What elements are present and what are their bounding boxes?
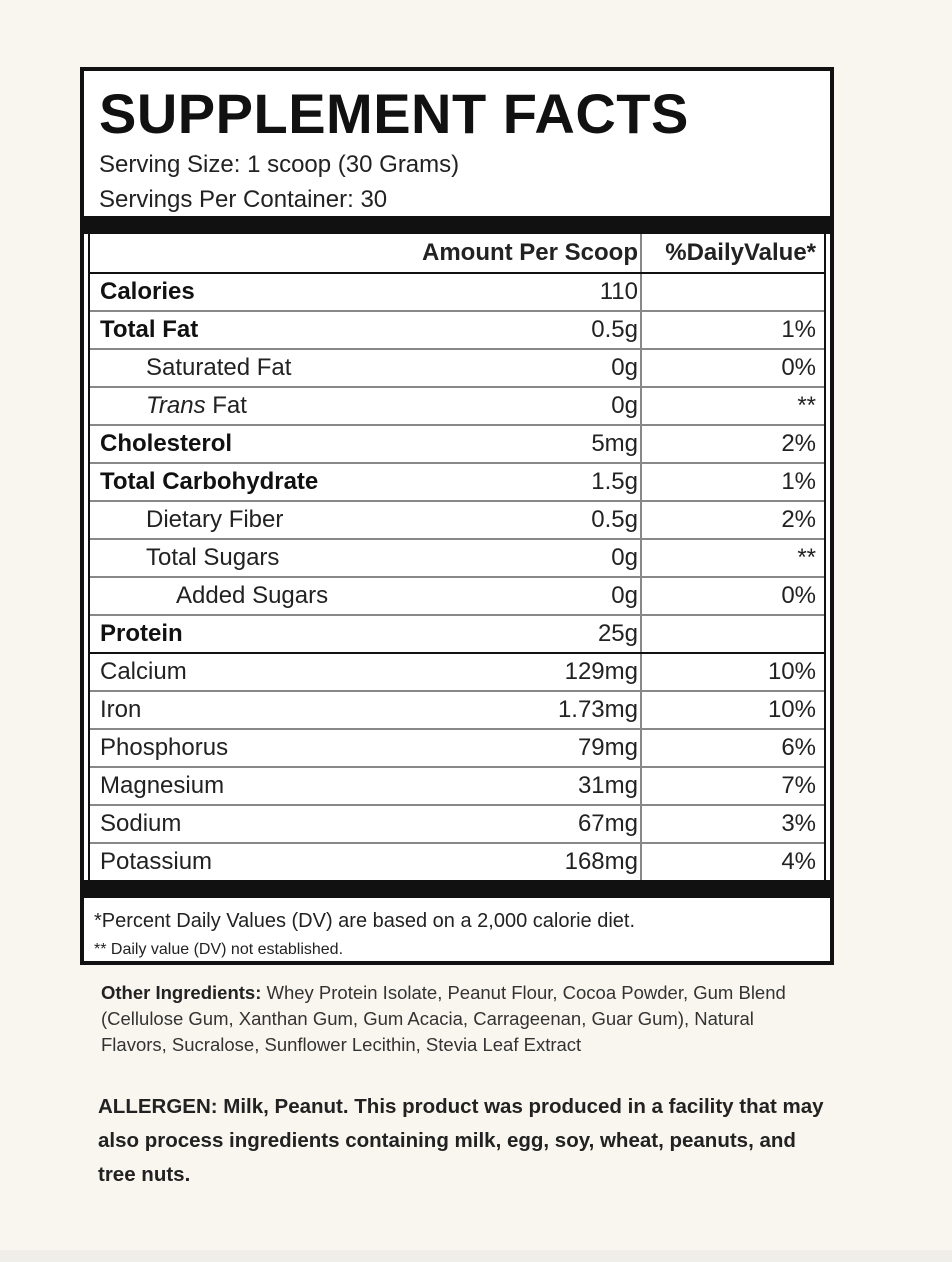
nutrient-dv: 0%	[781, 582, 816, 609]
nutrient-label: Total Fat	[100, 316, 199, 343]
dv-footnote: *Percent Daily Values (DV) are based on a 2,000 calorie diet.	[94, 910, 636, 932]
mineral-label: Magnesium	[100, 772, 225, 799]
nutrient-label: Total Carbohydrate	[100, 468, 319, 495]
mineral-dv: 3%	[781, 810, 816, 837]
nutrient-dv: 1%	[781, 468, 816, 495]
other-ingredients	[101, 980, 821, 1058]
nutrient-amount: 25g	[597, 620, 638, 647]
nutrient-amount: 0.5g	[591, 316, 638, 343]
panel-header	[84, 71, 830, 216]
table-row	[90, 502, 824, 540]
nutrient-amount: 0g	[611, 544, 638, 571]
table-row	[90, 426, 824, 464]
thick-divider	[84, 880, 830, 898]
mineral-label: Potassium	[100, 848, 213, 875]
table-row	[90, 350, 824, 388]
nutrient-label: Total Sugars	[146, 544, 280, 571]
nutrient-amount: 5mg	[591, 430, 638, 457]
table-row	[90, 768, 824, 806]
ingredients-label: Other Ingredients:	[101, 982, 262, 1003]
nutrient-amount: 0.5g	[591, 506, 638, 533]
table-row	[90, 274, 824, 312]
bottom-strip	[0, 1250, 952, 1262]
nutrient-label-italic: Trans	[146, 392, 206, 419]
table-row	[90, 388, 824, 426]
nutrient-amount: 0g	[611, 392, 638, 419]
mineral-amount: 67mg	[577, 810, 638, 837]
mineral-label: Calcium	[100, 658, 187, 685]
table-row	[90, 312, 824, 350]
nutrient-amount: 0g	[611, 354, 638, 381]
nutrient-dv: 2%	[781, 430, 816, 457]
nutrient-label	[146, 388, 247, 424]
nutrient-label: Calories	[100, 278, 195, 305]
amount-column-header: Amount Per Scoop	[421, 239, 638, 266]
mineral-amount: 79mg	[577, 734, 638, 761]
serving-size: Serving Size: 1 scoop (30 Grams)	[99, 151, 460, 178]
nutrient-label: Cholesterol	[100, 430, 233, 457]
nutrient-amount: 110	[599, 278, 638, 305]
nutrient-dv: **	[797, 544, 816, 571]
table-row	[90, 540, 824, 578]
mineral-dv: 7%	[781, 772, 816, 799]
table-row	[90, 692, 824, 730]
mineral-dv: 6%	[781, 734, 816, 761]
mineral-amount: 1.73mg	[557, 696, 638, 723]
ingredients-text: Whey Protein Isolate, Peanut Flour, Cocoa Powder, Gum Blend (Cellulose Gum, Xanthan Gum, Gum Acacia, Carrageenan, Guar Gum), Natural Flavors, Sucralose, Sunflower Lecithin, Stevia Leaf Extract	[101, 982, 786, 1055]
table-row	[90, 844, 824, 880]
mineral-amount: 31mg	[577, 772, 638, 799]
nutrient-dv: 0%	[781, 354, 816, 381]
table-row	[90, 806, 824, 844]
mineral-dv: 10%	[767, 658, 816, 685]
mineral-amount: 129mg	[564, 658, 638, 685]
table-row	[90, 616, 824, 654]
nutrient-amount: 1.5g	[591, 468, 638, 495]
mineral-label: Phosphorus	[100, 734, 229, 761]
supplement-facts-panel	[80, 67, 834, 965]
allergen-statement: ALLERGEN: Milk, Peanut. This product was produced in a facility that may also process ingredients containing milk, egg, soy, wheat, peanuts, and tree nuts.	[98, 1095, 824, 1186]
nutrient-dv: **	[797, 392, 816, 419]
table-row	[90, 578, 824, 616]
not-established-footnote: ** Daily value (DV) not established.	[94, 941, 344, 958]
mineral-label: Sodium	[100, 810, 182, 837]
footnotes	[84, 898, 830, 964]
mineral-dv: 10%	[767, 696, 816, 723]
servings-per-container: Servings Per Container: 30	[99, 186, 388, 213]
mineral-amount: 168mg	[564, 848, 638, 875]
dv-column-header: %DailyValue*	[665, 239, 816, 266]
nutrient-label: Protein	[100, 620, 183, 647]
table-header	[90, 234, 824, 274]
nutrient-dv: 2%	[781, 506, 816, 533]
nutrient-dv: 1%	[781, 316, 816, 343]
nutrient-label-rest: Fat	[205, 392, 247, 419]
table-row	[90, 730, 824, 768]
mineral-dv: 4%	[781, 848, 816, 875]
table-row	[90, 464, 824, 502]
nutrient-table	[88, 234, 826, 880]
thick-divider	[84, 216, 830, 234]
nutrient-amount: 0g	[611, 582, 638, 609]
table-row	[90, 654, 824, 692]
mineral-label: Iron	[100, 696, 142, 723]
nutrient-label: Dietary Fiber	[146, 506, 284, 533]
nutrient-label: Saturated Fat	[146, 354, 292, 381]
panel-title: SUPPLEMENT FACTS	[99, 82, 689, 145]
nutrient-label: Added Sugars	[176, 582, 329, 609]
